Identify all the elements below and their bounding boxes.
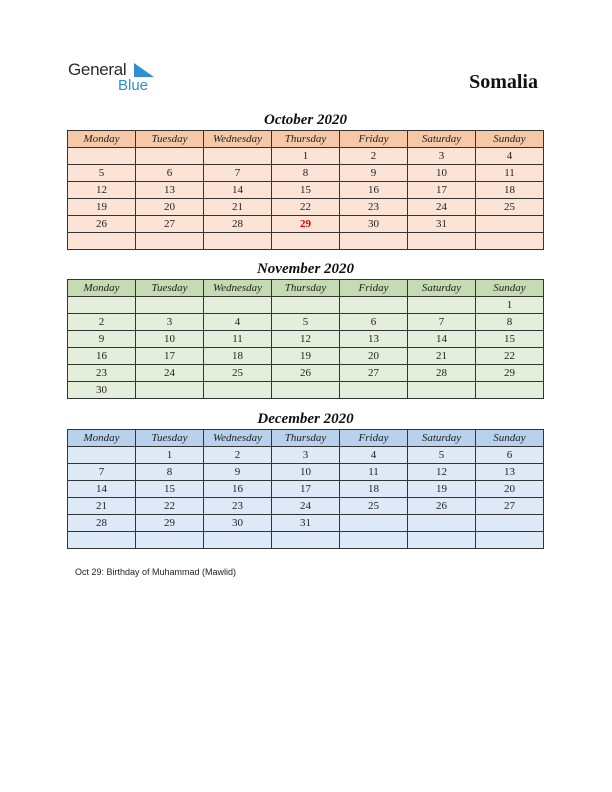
day-cell [408,532,476,549]
weekday-header: Monday [68,131,136,148]
day-cell [408,382,476,399]
day-cell: 3 [272,447,340,464]
week-row [68,199,544,216]
day-cell [408,233,476,250]
day-cell [68,233,136,250]
day-cell [136,532,204,549]
day-cell [204,233,272,250]
day-cell: 30 [204,515,272,532]
day-cell [68,532,136,549]
country-title: Somalia [469,71,538,93]
day-cell [476,233,544,250]
day-cell: 17 [408,182,476,199]
day-cell: 13 [136,182,204,199]
day-cell: 21 [68,498,136,515]
week-row [68,464,544,481]
day-cell [136,233,204,250]
day-cell [136,382,204,399]
day-cell: 31 [408,216,476,233]
day-cell: 22 [476,348,544,365]
week-row [68,314,544,331]
weekday-header: Thursday [272,280,340,297]
day-cell: 11 [204,331,272,348]
day-cell: 20 [136,199,204,216]
day-cell [204,382,272,399]
day-cell: 30 [68,382,136,399]
day-cell: 16 [68,348,136,365]
week-row [68,165,544,182]
weekday-header: Sunday [476,131,544,148]
month-november [67,260,544,399]
day-cell: 5 [272,314,340,331]
weekday-header: Saturday [408,280,476,297]
day-cell: 28 [408,365,476,382]
day-cell: 5 [408,447,476,464]
day-cell: 1 [476,297,544,314]
day-cell [272,382,340,399]
day-cell [340,233,408,250]
day-cell: 14 [408,331,476,348]
month-title: November 2020 [256,261,355,277]
weekday-header: Friday [340,131,408,148]
weekday-header: Tuesday [136,280,204,297]
weekday-header: Wednesday [204,430,272,447]
day-cell: 24 [136,365,204,382]
weekday-header: Monday [68,430,136,447]
week-row [68,382,544,399]
day-cell [340,297,408,314]
day-cell: 29 [136,515,204,532]
logo-text-blue: Blue [118,77,149,94]
day-cell: 3 [408,148,476,165]
day-cell: 4 [476,148,544,165]
day-cell: 29 [272,216,340,233]
day-cell [136,297,204,314]
day-cell: 18 [204,348,272,365]
week-row [68,481,544,498]
day-cell: 11 [340,464,408,481]
day-cell: 24 [408,199,476,216]
day-cell: 4 [340,447,408,464]
weekday-header-row [68,131,544,148]
day-cell: 15 [476,331,544,348]
day-cell [408,297,476,314]
day-cell: 18 [476,182,544,199]
day-cell: 10 [408,165,476,182]
week-row [68,447,544,464]
day-cell: 20 [340,348,408,365]
week-row [68,331,544,348]
weekday-header: Tuesday [136,131,204,148]
day-cell: 17 [272,481,340,498]
day-cell: 8 [272,165,340,182]
day-cell: 27 [476,498,544,515]
day-cell: 16 [204,481,272,498]
day-cell [68,297,136,314]
day-cell: 7 [408,314,476,331]
weekday-header: Friday [340,430,408,447]
weekday-header: Sunday [476,430,544,447]
day-cell: 21 [204,199,272,216]
day-cell [272,233,340,250]
day-cell [340,532,408,549]
day-cell: 13 [340,331,408,348]
day-cell: 12 [408,464,476,481]
day-cell: 7 [204,165,272,182]
month-december [67,410,544,549]
day-cell: 30 [340,216,408,233]
day-cell [204,297,272,314]
day-cell: 13 [476,464,544,481]
day-cell: 10 [136,331,204,348]
day-cell [340,382,408,399]
week-row [68,182,544,199]
day-cell: 23 [204,498,272,515]
calendar-table [67,429,544,549]
day-cell: 15 [136,481,204,498]
day-cell: 1 [136,447,204,464]
day-cell: 21 [408,348,476,365]
day-cell: 23 [68,365,136,382]
day-cell: 7 [68,464,136,481]
weekday-header: Friday [340,280,408,297]
day-cell [476,382,544,399]
day-cell: 28 [204,216,272,233]
day-cell: 18 [340,481,408,498]
month-october [67,111,544,250]
month-title: October 2020 [264,112,347,128]
day-cell: 14 [204,182,272,199]
day-cell: 19 [408,481,476,498]
week-row [68,515,544,532]
day-cell: 15 [272,182,340,199]
day-cell: 4 [204,314,272,331]
week-row [68,297,544,314]
day-cell: 16 [340,182,408,199]
weekday-header: Tuesday [136,430,204,447]
day-cell: 26 [408,498,476,515]
day-cell [68,447,136,464]
day-cell: 2 [204,447,272,464]
day-cell [476,515,544,532]
day-cell: 8 [136,464,204,481]
day-cell: 6 [476,447,544,464]
weekday-header-row [68,280,544,297]
day-cell [204,532,272,549]
day-cell: 26 [68,216,136,233]
day-cell: 19 [272,348,340,365]
weekday-header: Wednesday [204,280,272,297]
weekday-header: Saturday [408,131,476,148]
day-cell: 10 [272,464,340,481]
day-cell: 2 [340,148,408,165]
weekday-header: Wednesday [204,131,272,148]
day-cell: 31 [272,515,340,532]
day-cell: 22 [272,199,340,216]
day-cell: 24 [272,498,340,515]
logo-text-general: General [68,60,127,79]
day-cell [204,148,272,165]
calendar-table [67,130,544,250]
week-row [68,148,544,165]
day-cell: 25 [204,365,272,382]
day-cell: 25 [340,498,408,515]
calendar-table [67,279,544,399]
day-cell: 22 [136,498,204,515]
day-cell: 26 [272,365,340,382]
day-cell: 12 [68,182,136,199]
holiday-note: Oct 29: Birthday of Muhammad (Mawlid) [75,567,237,577]
weekday-header: Monday [68,280,136,297]
day-cell [136,148,204,165]
day-cell: 27 [136,216,204,233]
week-row [68,216,544,233]
day-cell [476,216,544,233]
week-row [68,532,544,549]
day-cell: 14 [68,481,136,498]
month-title: December 2020 [257,411,354,427]
day-cell: 11 [476,165,544,182]
day-cell: 6 [136,165,204,182]
day-cell: 12 [272,331,340,348]
logo [68,60,168,96]
weekday-header: Thursday [272,131,340,148]
day-cell: 2 [68,314,136,331]
week-row [68,498,544,515]
weekday-header: Saturday [408,430,476,447]
week-row [68,365,544,382]
weekday-header: Thursday [272,430,340,447]
day-cell: 27 [340,365,408,382]
day-cell: 3 [136,314,204,331]
day-cell: 9 [340,165,408,182]
day-cell: 1 [272,148,340,165]
day-cell: 28 [68,515,136,532]
day-cell: 25 [476,199,544,216]
day-cell: 5 [68,165,136,182]
day-cell [272,532,340,549]
day-cell: 29 [476,365,544,382]
day-cell: 9 [204,464,272,481]
day-cell [408,515,476,532]
weekday-header: Sunday [476,280,544,297]
day-cell [476,532,544,549]
day-cell [68,148,136,165]
weekday-header-row [68,430,544,447]
day-cell: 23 [340,199,408,216]
day-cell [340,515,408,532]
week-row [68,233,544,250]
day-cell: 9 [68,331,136,348]
day-cell [272,297,340,314]
logo-triangle-icon [134,63,154,77]
day-cell: 20 [476,481,544,498]
day-cell: 6 [340,314,408,331]
day-cell: 17 [136,348,204,365]
day-cell: 19 [68,199,136,216]
day-cell: 8 [476,314,544,331]
week-row [68,348,544,365]
